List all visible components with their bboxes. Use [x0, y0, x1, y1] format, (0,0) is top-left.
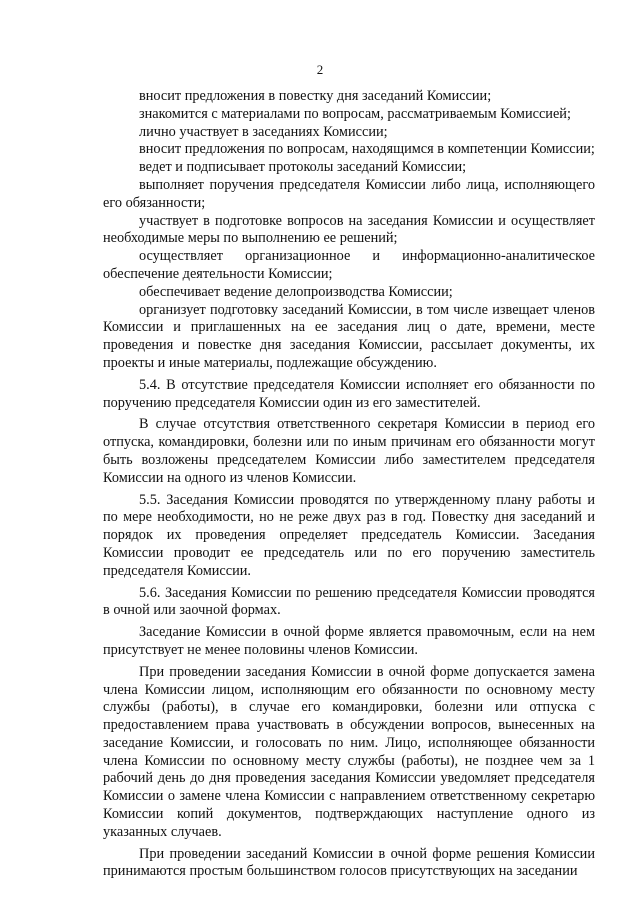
- page-number: 2: [316, 62, 324, 77]
- paragraph: участвует в подготовке вопросов на заседания Комиссии и осуществляет необходимые меры по выполнению ее решений;: [103, 212, 595, 247]
- paragraph: лично участвует в заседаниях Комиссии;: [139, 123, 388, 140]
- paragraph: При проведении заседаний Комиссии в очной форме решения Комиссии принимаются простым большинством голосов присутствующих на заседании: [103, 845, 595, 880]
- paragraph: В случае отсутствия ответственного секретаря Комиссии в период его отпуска, командировки, болезни или по иным причинам его обязанности могут быть возложены председателем Комиссии либо заместителем председателя Комиссии на одного из членов Комиссии.: [103, 416, 595, 486]
- paragraph: знакомится с материалами по вопросам, рассматриваемым Комиссией;: [139, 105, 571, 122]
- paragraph: выполняет поручения председателя Комиссии либо лица, исполняющего его обязанности;: [103, 176, 595, 211]
- paragraph: Заседание Комиссии в очной форме является правомочным, если на нем присутствует не менее половины членов Комиссии.: [103, 624, 595, 658]
- paragraph: ведет и подписывает протоколы заседаний Комиссии;: [139, 159, 467, 176]
- paragraph: вносит предложения по вопросам, находящимся в компетенции Комиссии;: [139, 141, 595, 158]
- paragraph: осуществляет организационное и информационно-аналитическое обеспечение деятельности Комиссии;: [103, 248, 595, 282]
- document-body: [103, 88, 595, 881]
- paragraph: При проведении заседания Комиссии в очной форме допускается замена члена Комиссии лицом, исполняющим его обязанности по основному месту службы (работы), в случае его командировки, болезни или отпуска с предоставлением права участвовать в обсуждении вопросов, вынесенных на заседание Комиссии, и голосовать по ним. Лицо, исполняющее обязанности члена Комиссии по основному месту службы (работы), не позднее чем за 1 рабочий день до дня проведения заседания Комиссии уведомляет председателя Комиссии о замене члена Комиссии с направлением ответственному секретарю Комиссии копий документов, подтверждающих наступление одного из указанных случаев.: [103, 663, 595, 840]
- paragraph: 5.4. В отсутствие председателя Комиссии исполняет его обязанности по поручению председателя Комиссии один из его заместителей.: [103, 376, 595, 411]
- paragraph: вносит предложения в повестку дня заседаний Комиссии;: [139, 88, 492, 104]
- paragraph: 5.6. Заседания Комиссии по решению председателя Комиссии проводятся в очной или заочной формах.: [103, 584, 595, 619]
- paragraph: обеспечивает ведение делопроизводства Комиссии;: [139, 283, 453, 300]
- paragraph: организует подготовку заседаний Комиссии, в том числе извещает членов Комиссии и приглашенных на ее заседания лиц о дате, времени, месте проведения и повестке дня заседания Комиссии, рассылает документы, их проекты и иные материалы, подлежащие обсуждению.: [103, 301, 595, 371]
- paragraph: 5.5. Заседания Комиссии проводятся по утвержденному плану работы и по мере необходимости, но не реже двух раз в год. Повестку дня заседаний и порядок их проведения определяет председатель Комиссии. Заседания Комиссии проводит ее председатель или по его поручению заместитель председателя Комиссии.: [103, 491, 595, 579]
